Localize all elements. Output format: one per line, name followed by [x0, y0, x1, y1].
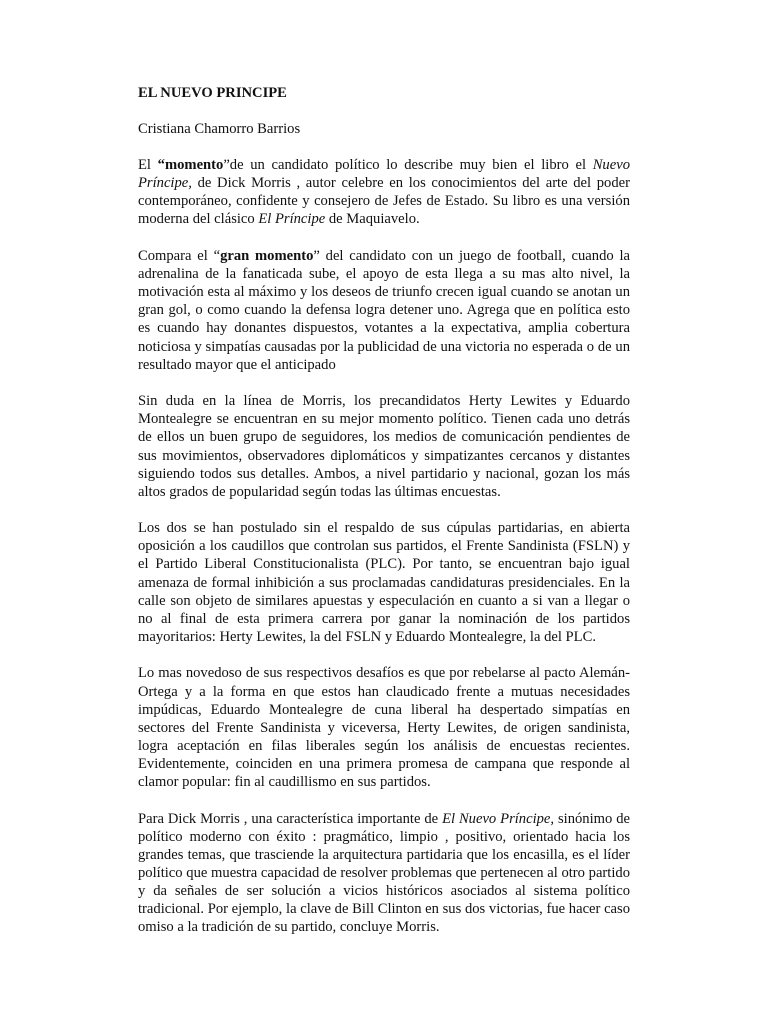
p1-italic-nuevo-principe: Nuevo Príncipe,	[138, 157, 630, 192]
p1-text-a: El	[138, 157, 158, 174]
paragraph-6	[138, 810, 630, 937]
p1-text-g: de Maquiavelo.	[325, 211, 420, 228]
p6-text-a: Para Dick Morris , una característica importante de	[138, 810, 443, 827]
p1-text-e: de Dick Morris , autor celebre en los conocimientos del arte del poder contemporáneo, confidente y consejero de Jefes de Estado. Su libro es una versión moderna del clásico	[138, 175, 630, 228]
p1-text-c: ”de un candidato político lo describe muy bien el libro el	[223, 157, 593, 174]
p2-bold-gran-momento: gran momento	[220, 248, 314, 265]
p6-italic-nuevo-principe: El Nuevo Príncipe,	[442, 810, 555, 827]
document-author: Cristiana Chamorro Barrios	[138, 121, 301, 138]
paragraph-1	[138, 156, 630, 228]
p6-text-c: sinónimo de político moderno con éxito : pragmático, limpio , positivo, orientado hacia los grandes temas, que trasciende la arquitectura partidaria que los encasilla, es el líder político que muestra capacidad de resolver problemas que pertenecen al otro partido y da señales de ser solución a vicios históricos asociados al sistema político tradicional. Por ejemplo, la clave de Bill Clinton en sus dos victorias, fue hacer caso omiso a la tradición de su partido, concluye Morris.	[138, 810, 631, 936]
p2-text-a: Compara el “	[138, 248, 221, 265]
p1-bold-momento: “momento	[157, 157, 224, 174]
document-title: EL NUEVO PRINCIPE	[138, 85, 287, 101]
p1-italic-el-principe: El Príncipe	[258, 211, 326, 228]
p2-text-c: ” del candidato con un juego de football, cuando la adrenalina de la fanaticada sube, el apoyo de esta llega a su mas alto nivel, la motivación esta al máximo y los deseos de triunfo crecen igual cuando se anotan un gran gol, o como cuando la defensa logra detener uno. Agrega que en política esto es cuando hay donantes dispuestos, votantes a la expectativa, amplia cobertura noticiosa y simpatías causadas por la publicidad de una victoria no esperada o de un resultado mayor que el anticipado	[138, 248, 630, 373]
paragraph-4: Los dos se han postulado sin el respaldo de sus cúpulas partidarias, en abierta oposición a los caudillos que controlan sus partidos, el Frente Sandinista (FSLN) y el Partido Liberal Constitucionalista (PLC). Por tanto, se encuentran bajo igual amenaza de formal inhibición a sus proclamadas candidaturas presidenciales. En la calle son objeto de similares apuestas y especulación en cuanto a si van a llegar o no al final de esta primera carrera por ganar la nominación de los partidos mayoritarios: Herty Lewites, la del FSLN y Eduardo Montealegre, la del PLC.	[138, 520, 630, 645]
document-page	[138, 84, 630, 955]
paragraph-2	[138, 247, 630, 374]
paragraph-5: Lo mas novedoso de sus respectivos desafíos es que por rebelarse al pacto Alemán-Ortega y a la forma en que estos han claudicado frente a mutuas necesidades impúdicas, Eduardo Montealegre de cuna liberal ha despertado simpatías en sectores del Frente Sandinista y viceversa, Herty Lewites, de origen sandinista, logra aceptación en filas liberales según los análisis de encuestas recientes. Evidentemente, coinciden en una primera promesa de campana que responde al clamor popular: fin al caudillismo en sus partidos.	[138, 665, 630, 790]
paragraph-3: Sin duda en la línea de Morris, los precandidatos Herty Lewites y Eduardo Montealegre se encuentran en su mejor momento político. Tienen cada uno detrás de ellos un buen grupo de seguidores, los medios de comunicación pendientes de sus movimientos, observadores diplomáticos y simpatizantes cercanos y distantes siguiendo todos sus detalles. Ambos, a nivel partidario y nacional, gozan los más altos grados de popularidad según todas las últimas encuestas.	[138, 393, 630, 500]
